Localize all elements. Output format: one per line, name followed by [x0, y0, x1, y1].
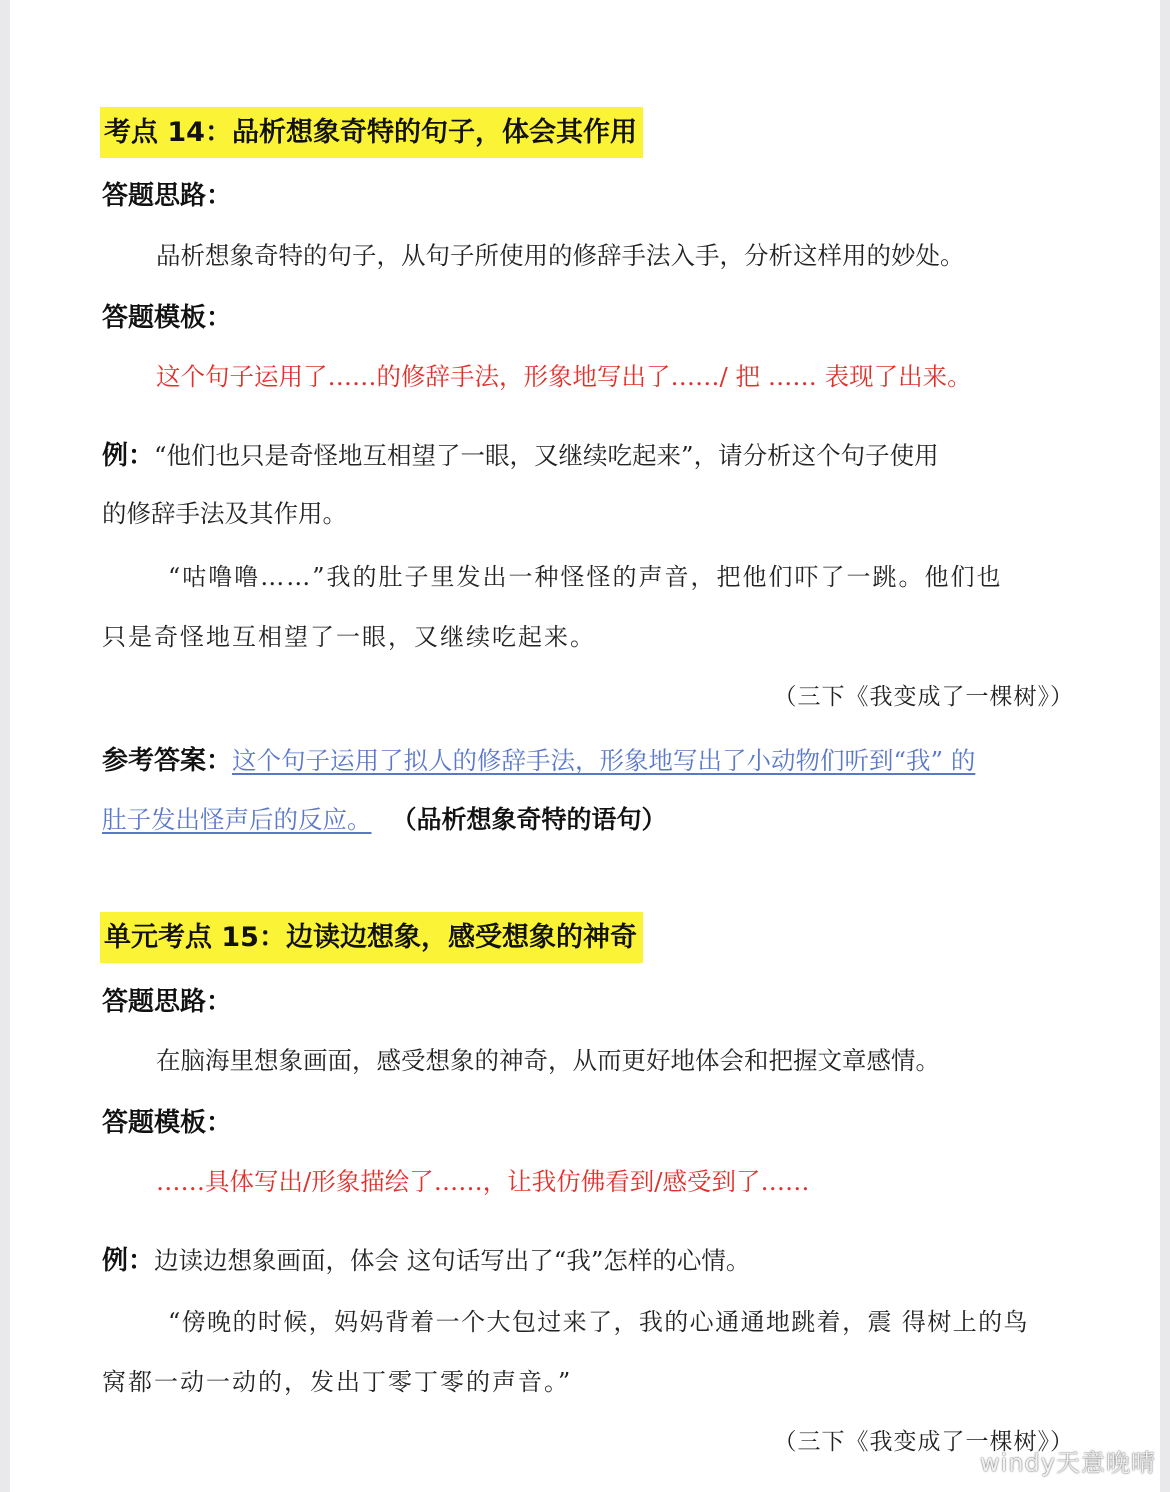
section14-approach-label: 答题思路：: [102, 181, 233, 211]
section14-answer: [102, 740, 975, 777]
section15-passage-line1: “傍晚的时候，妈妈背着一个大包过来了，我的心通通地跳着，震 得树上的鸟: [168, 1308, 1029, 1336]
section15-template-label: 答题模板：: [102, 1108, 233, 1138]
document-page: [10, 0, 1160, 1492]
section15-source: （三下《我变成了一棵树》）: [773, 1429, 1074, 1455]
section14-approach-text: 品析想象奇特的句子，从句子所使用的修辞手法入手，分析这样用的妙处。: [156, 241, 965, 270]
section14-passage-line1: “咕噜噜……”我的肚子里发出一种怪怪的声音，把他们吓了一跳。他们也: [168, 563, 1003, 591]
section14-example-question: [102, 435, 939, 472]
section14-answer-line1: 这个句子运用了拟人的修辞手法，形象地写出了小动物们听到“我” 的: [232, 746, 976, 775]
section14-template-text: 这个句子运用了……的修辞手法，形象地写出了……/ 把 …… 表现了出来。: [156, 362, 972, 391]
section14-answer-line2: 肚子发出怪声后的反应。: [102, 805, 372, 834]
section15-passage-line2: 窝都一动一动的，发出丁零丁零的声音。”: [102, 1368, 573, 1396]
section15-heading-text: 单元考点 15：边读边想象，感受想象的神奇: [100, 912, 643, 963]
section14-answer-label: 参考答案：: [102, 746, 233, 776]
section15-template-text: ……具体写出/形象描绘了……，让我仿佛看到/感受到了……: [156, 1167, 810, 1196]
section15-example-label: 例：: [102, 1246, 155, 1276]
section14-answer-note: （品析想象奇特的语句）: [391, 805, 667, 834]
section14-heading: [104, 110, 643, 149]
section14-heading-text: 考点 14：品析想象奇特的句子，体会其作用: [100, 107, 643, 158]
section15-approach-text: 在脑海里想象画面，感受想象的神奇，从而更好地体会和把握文章感情。: [156, 1046, 940, 1075]
section15-example-question: [102, 1240, 750, 1277]
watermark: windy天意晚晴: [980, 1449, 1156, 1477]
section15-example-question-text: 边读边想象画面，体会 这句话写出了“我”怎样的心情。: [154, 1246, 751, 1275]
section14-source: （三下《我变成了一棵树》）: [773, 684, 1074, 710]
section14-answer-cont: [102, 800, 667, 836]
section14-example-question-line1: “他们也只是奇怪地互相望了一眼，又继续吃起来”，请分析这个句子使用: [154, 441, 939, 470]
section14-passage-line2: 只是奇怪地互相望了一眼，又继续吃起来。: [102, 623, 596, 651]
section14-template-label: 答题模板：: [102, 303, 233, 333]
section15-heading: [104, 915, 643, 954]
section14-example-label: 例：: [102, 441, 155, 471]
section14-example-question-line2: 的修辞手法及其作用。: [102, 499, 347, 528]
section15-approach-label: 答题思路：: [102, 987, 233, 1017]
